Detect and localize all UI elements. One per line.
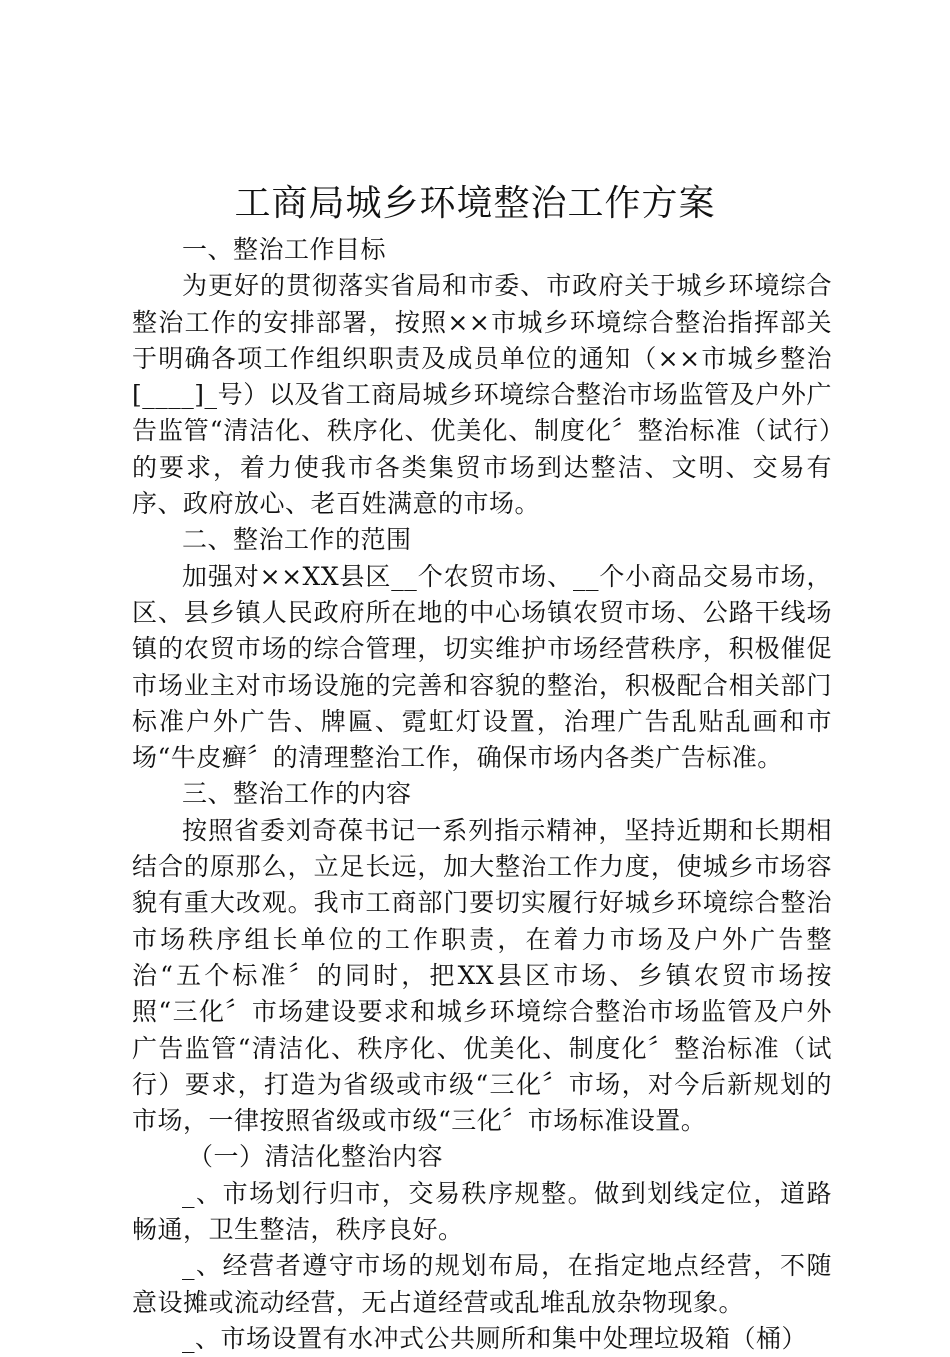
list-item: _、市场划行归市，交易秩序规整。做到划线定位，道路畅通，卫生整洁，秩序良好。 xyxy=(132,1178,832,1245)
section-heading-content: 三、整治工作的内容 xyxy=(182,779,412,809)
paragraph-scope: 加强对××XX县区__个农贸市场、__个小商品交易市场，区、县乡镇人民政府所在地的中心场镇农贸市场、公路干线场镇的农贸市场的综合管理，切实维护市场经营秩序，积极催促市场业主对市场设施的完善和容貌的整治，积极配合相关部门标准户外广告、牌匾、霓虹灯设置，治理广告乱贴乱画和市场“牛皮癣〞的清理整治工作，确保市场内各类广告标准。 xyxy=(132,561,832,773)
paragraph-goal: 为更好的贯彻落实省局和市委、市政府关于城乡环境综合整治工作的安排部署，按照××市城乡环境综合整治指挥部关于明确各项工作组织职责及成员单位的通知（××市城乡整治[____]_号）以及省工商局城乡环境综合整治市场监管及户外广告监管“清洁化、秩序化、优美化、制度化〞整治标准（试行）的要求，着力使我市各类集贸市场到达整洁、文明、交易有序、政府放心、老百姓满意的市场。 xyxy=(132,271,832,519)
document-body xyxy=(132,232,832,1357)
paragraph-content: 按照省委刘奇葆书记一系列指示精神，坚持近期和长期相结合的原那么，立足长远，加大整治工作力度，使城乡市场容貌有重大改观。我市工商部门要切实履行好城乡环境综合整治市场秩序组长单位的工作职责，在着力市场及户外广告整治“五个标准〞的同时，把XX县区市场、乡镇农贸市场按照“三化〞市场建设要求和城乡环境综合整治市场监管及户外广告监管“清洁化、秩序化、优美化、制度化〞整治标准（试行）要求，打造为省级或市级“三化〞市场，对今后新规划的市场，一律按照省级或市级“三化〞市场标准设置。 xyxy=(132,815,832,1136)
document-title: 工商局城乡环境整治工作方案 xyxy=(234,183,716,224)
subsection-heading-cleanliness: （一）清洁化整治内容 xyxy=(188,1142,444,1172)
list-item: _、市场设置有水冲式公共厕所和集中处理垃圾箱（桶） xyxy=(182,1323,808,1353)
section-heading-goal: 一、整治工作目标 xyxy=(182,235,387,264)
list-item: _、经营者遵守市场的规划布局，在指定地点经营，不随意设摊或流动经营，无占道经营或乱堆乱放杂物现象。 xyxy=(132,1251,832,1317)
section-heading-scope: 二、整治工作的范围 xyxy=(182,525,412,555)
